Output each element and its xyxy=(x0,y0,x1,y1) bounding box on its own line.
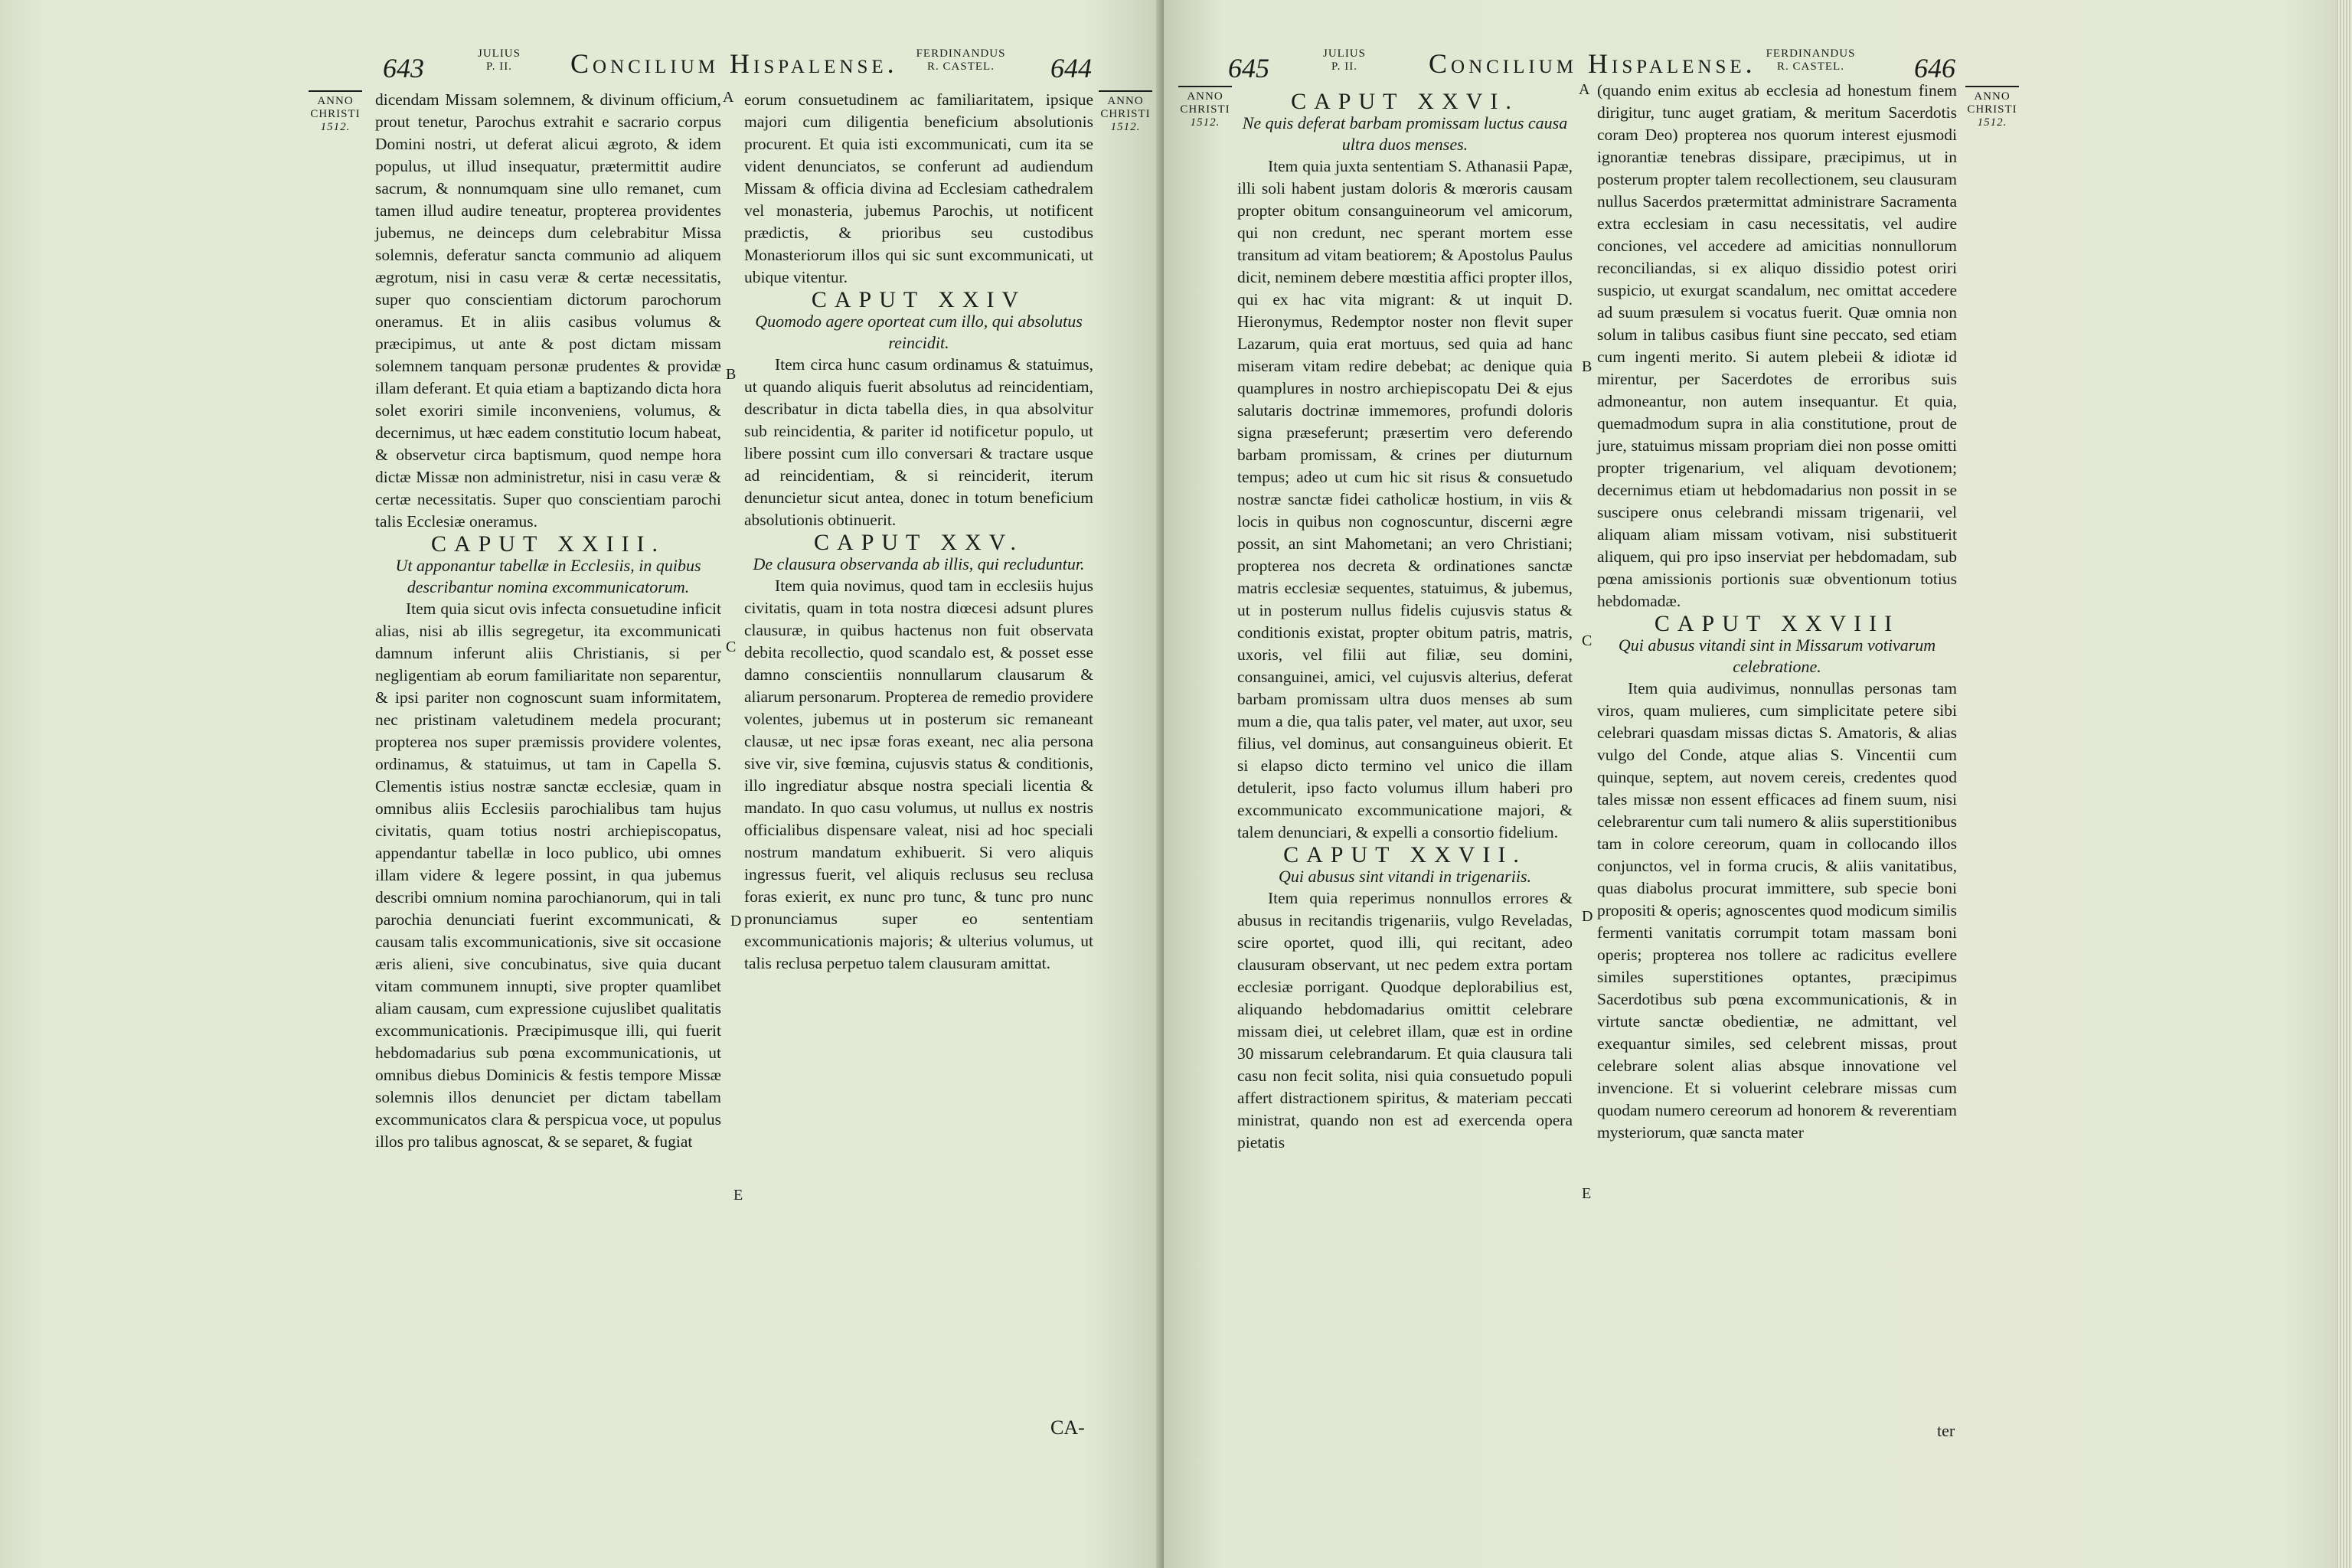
chapter-rubric: Qui abusus vitandi sint in Missarum votivarum celebratione. xyxy=(1618,635,1936,676)
text-column xyxy=(375,89,721,1153)
left-page xyxy=(0,0,1164,1568)
page-number-643: 643 xyxy=(383,53,424,83)
section-letter: A xyxy=(1579,81,1590,98)
section-letter: C xyxy=(1582,632,1592,649)
chapter-heading: CAPUT XXV. xyxy=(814,530,1024,555)
margin-note-year: ANNO CHRISTI 1512. xyxy=(1095,90,1156,134)
chapter-rubric: Ut apponantur tabellæ in Ecclesiis, in quibus describantur nomina excommunicatorum. xyxy=(395,556,701,596)
page-edge xyxy=(2337,0,2352,1568)
chapter-heading: CAPUT XXVI. xyxy=(1291,89,1519,114)
page-number-644: 644 xyxy=(1050,53,1092,83)
paragraph: Item quia reperimus nonnullos errores & abusus in recitandis trigenariis, vulgo Reveladas, scire oportet, quod illi, qui recitant, adeo clausuram observant, ut nec pedem extra portam ecclesiæ porrigant. Quodque deplorabilius est, aliquando hebdomadarius omittit celebrare missam diei, ut celebret illam, quæ est in ordine 30 missarum celebrandarum. Et quia clausura tali casu non fecit solita, nisi quia consuetudo populi affert distractionem spiritus, & materiam peccati ministrat, quando non est ad exercenda opera pietatis xyxy=(1237,889,1573,1152)
section-letter: D xyxy=(730,913,742,929)
paragraph: Item quia novimus, quod tam in ecclesiis hujus civitatis, quam in tota nostra diœcesi adsunt plures clausuræ, in quibus hactenus non fuit observata debita recollectio, quod scandalo est, & posset esse damno conscientiis nonnullarum clausarum & aliarum personarum. Propterea de remedio providere volentes, jubemus ut in posterum sic remaneant clausæ, ut nec ipsæ foras exeant, nec alia persona sive vir, sive fœmina, cujusvis status & conditionis, illo ingrediatur absque nostra speciali licentia & mandato. In quo casu volumus, ut nullus ex nostris officialibus dispensare valeat, nisi ad hoc speciali nostrum mandatum exhibuerit. Si vero aliquis ingressus fuerit, vel aliquis reclusus seu reclusa foras exierit, ex nunc pro tunc, & tunc pro nunc pronunciamus super eo sententiam excommunicationis majoris; & ulterius volumus, ut talis reclusa perpetuo talem clausuram amittat. xyxy=(744,577,1093,972)
catchword: CA- xyxy=(1050,1416,1085,1439)
section-letter: D xyxy=(1582,908,1593,925)
section-letter: E xyxy=(733,1187,743,1204)
header-title: Concilium Hispalense. xyxy=(1429,48,1756,79)
page-number-646: 646 xyxy=(1914,53,1955,83)
header-pope: JULIUS P. II. xyxy=(477,47,521,73)
paragraph: Item circa hunc casum ordinamus & statuimus, ut quando aliquis fuerit absolutus ad reincidentiam, describatur in dicta tabella dies, in qua absolvitur sub reincidentia, & pariter id notificetur populo, ut libere possint cum illo conversari & tractare usque ad reincidentiam, & si reinciderit, iterum denuncietur sicut antea, donec in totum beneficium absolutionis obtinuerit. xyxy=(744,355,1093,529)
margin-note-year: ANNO CHRISTI 1512. xyxy=(305,90,366,134)
section-letter: A xyxy=(723,89,734,106)
catchword: ter xyxy=(1937,1421,1955,1440)
paragraph: (quando enim exitus ab ecclesia ad honestum finem dirigitur, tunc auget gratiam, & meritum Sacerdotis coram Deo) propterea nos quorum interest ejusmodi ignorantiæ tenebras dissipare, præcipimus, ut in posterum propter talem recollectionem, seu clausuram nullus Sacerdos prætermittat administrare Sacramenta extra ecclesiam in casu necessitatis, vel audire conciones, vel accedere ad amicitias nonnullorum reconciliandas, si ex aliquo dissidio potest oriri suspicio, ut exurgat scandalum, nec omittat accedere ad suum præsulem si vocatus fuerit. Quæ omnia non solum in talibus casibus fiunt sine peccato, sed etiam cum ingenti merito. Si autem plebeii & idiotæ id mirentur, per Sacerdotes de erroribus suis admoneantur, non autem insequantur. Et quia, quemadmodum supra in alia constitutione, prout de jure, statuimus missam propriam diei non posse omitti propter trigenarium, vel aliquam devotionem; decernimus etiam ut hebdomadarius non possit in se suscipere onus celebrandi missam trigenarii, vel aliquam aliam missam votivam, nisi substituerit aliquem, qui pro ipso inserviat per hebdomadam, sub pœna amissionis portionis suæ obventionum totius hebdomadæ. xyxy=(1597,81,1957,610)
margin-note-year: ANNO CHRISTI 1512. xyxy=(1960,86,2024,129)
paragraph: Item quia sicut ovis infecta consuetudine inficit alias, nisi ab illis segregetur, ita excommunicati damnum inferunt aliis Christianis, si per negligentiam ab eorum familiaritate non separentur, & ipsi pariter non cognoscunt suam informitatem, nec pristinam valetudinem medela procurant; propterea nos super præmissis providere volentes, ordinamus, & statuimus, ut tam in Capella S. Clementis istius nostræ sanctæ ecclesiæ, quam in omnibus aliis Ecclesiis parochialibus tam hujus civitatis, quam totius nostri archiepiscopatus, appendantur tabellæ in loco publico, ubi omnes illam videre & legere possint, in qua jubemus describi omnium nomina parochianorum, qui in tali parochia denunciati fuerint excommunicati, & causam talis excommunicationis, sive sit occasione æris alieni, sive concubinatus, sive quia ducant vitam communem innupti, sive propter quamlibet aliam causam, cum expressione cujuslibet qualitatis excommunicationis. Præcipimusque illi, qui fuerit hebdomadarius sub pœna excommunicationis, ut omnibus diebus Dominicis & festis tempore Missæ solemnis illos denunciet per dictam tabellam excommunicatos clara & perspicua voce, ut populus illos pro talibus agnoscat, & se separet, & fugiat xyxy=(375,599,721,1151)
section-letter: B xyxy=(726,366,737,383)
chapter-rubric: Quomodo agere oporteat cum illo, qui absolutus reincidit. xyxy=(755,312,1083,352)
paragraph: eorum consuetudinem ac familiaritatem, ipsique majori cum diligentia beneficium absolutionis procurent. Et quia isti excommunicati, cum ita se vident denunciatos, se conferunt ad audiendum Missam & officia divina ad Ecclesiam cathedralem vel monasteria, jubemus Parochis, ut notificent prædictis, & prioribus seu custodibus Monasteriorum illos qui sic sunt excommunicati, ut ubique vitentur. xyxy=(744,90,1093,286)
section-letter: B xyxy=(1582,358,1592,375)
chapter-heading: CAPUT XXVIII xyxy=(1654,611,1900,636)
text-column xyxy=(1597,80,1957,1144)
paragraph: dicendam Missam solemnem, & divinum officium, prout tenetur, Parochus extrahit e sacrario corpus Domini nostri, ut deferat alicui ægroto, & idem populus, ut illud insequatur, prætermittit audire sacrum, & nonnumquam sine ullo remanet, cum tamen illud audire teneatur, propterea providentes jubemus, ne deinceps dum celebrabitur Missa solemnis, deferatur sancta communio ad aliquem ægrotum, nisi in casu veræ & certæ necessitatis, super quo conscientiam dictorum parochorum oneramus. Et in aliis casibus volumus & præcipimus, ut ante & post dictam missam solemnem tanquam personæ prudentes & providæ illam deferant. Et quia etiam a baptizando dicta hora solet exoriri simile inconveniens, volumus, & decernimus, ut hæc eadem constitutio locum habeat, & observetur circa baptismum, quod nempe hora dictæ Missæ non administretur, nisi in casu veræ & certæ necessitatis. Super quo conscientiam parochi talis Ecclesiæ oneramus. xyxy=(375,90,721,531)
chapter-heading: CAPUT XXIII. xyxy=(430,531,666,557)
margin-note-year: ANNO CHRISTI 1512. xyxy=(1174,86,1236,129)
section-letter: C xyxy=(726,639,737,655)
chapter-heading: CAPUT XXVII. xyxy=(1283,842,1527,867)
header-king: FERDINANDUS R. CASTEL. xyxy=(916,47,1006,73)
header-title: Concilium Hispalense. xyxy=(570,48,898,79)
paragraph: Item quia juxta sententiam S. Athanasii Papæ, illi soli habent justam doloris & mœroris causam propter obitum consanguineorum vel amicorum, qui non credunt, nec sperant mortem esse transitum ad vitam beatiorem; & Apostolus Paulus dicit, neminem debere mœstitia affici propter illos, qui ex hac vita migrant: & ut inquit D. Hieronymus, Redemptor noster non flevit super Lazarum, quia erat mortuus, sed quia ad hanc miseram vitam redire debebat; ac denique quia quamplures in nostro archiepiscopatu Dei & ejus salutaris doctrinæ immemores, profundi doloris signa præseferunt; præsertim vero deferendo barbam promissam, & crines per diuturnum tempus; adeo ut cum hic sit risus & consuetudo nostræ sanctæ fidei catholicæ hostium, in viis & locis in quibus non cognoscuntur, discerni ægre possit, an sint Mahometani; an vero Christiani; propterea nos decreta & ordinationes sanctæ matris ecclesiæ sequentes, statuimus, & jubemus, ut in posterum nullus fidelis cujusvis status & conditionis existat, propter obitum patris, matris, uxoris, vel filii aut filiæ, seu domini, consanguinei, amici, vel cujusvis alterius, deferat barbam promissam ultra duos menses ab sum mum a die, qua talis pater, vel mater, aut uxor, seu filius, vel dominus, aut consanguineus obierit. Et si elapso dicto termino vel unico die illam detulerit, ipso facto volumus illum haberi pro excommunicato excommunicatione majori, & talem denunciari, & expelli a consortio fidelium. xyxy=(1237,157,1573,841)
header-king: FERDINANDUS R. CASTEL. xyxy=(1766,47,1856,73)
chapter-rubric: De clausura observanda ab illis, qui recluduntur. xyxy=(753,554,1085,573)
paragraph: Item quia audivimus, nonnullas personas tam viros, quam mulieres, cum simplicitate petere sibi celebrari quasdam missas dictas S. Amatoris, & alias vulgo del Conde, atque alias S. Vincentii cum quinque, septem, aut novem cereis, credentes quod tales missæ non essent efficaces ad finem suum, nisi celebrarentur cum tali numero & aliis superstitionibus tam in colore cereorum, quam in collocando illos conjunctos, vel in forma crucis, & aliis vanitatibus, quas diabolus procurat immittere, sub specie boni propositi & operis; agnoscentes quod modicum similis fermenti vanitatis corrumpit totam massam boni operis; propterea nos tollere ac radicitus evellere similes superstitiones optantes, præcipimus Sacerdotibus sub pœna excommunicationis, & in virtute sanctæ obedientiæ, ne admittant, vel exequantur similes, sed celebrent missas, prout celebrare solent alias absque innovatione vel invencione. Et si voluerint celebrare missas cum quodam numero cereorum ad honorem & reverentiam mysteriorum, quæ sancta mater xyxy=(1597,679,1957,1142)
right-page xyxy=(1164,0,2352,1568)
text-column xyxy=(1237,84,1573,1154)
chapter-rubric: Qui abusus sint vitandi in trigenariis. xyxy=(1278,867,1532,886)
header-pope: JULIUS P. II. xyxy=(1322,47,1366,73)
text-column xyxy=(744,89,1093,975)
chapter-rubric: Ne quis deferat barbam promissam luctus causa ultra duos menses. xyxy=(1242,113,1568,154)
page-number-645: 645 xyxy=(1228,53,1269,83)
section-letter: E xyxy=(1582,1185,1592,1202)
chapter-heading: CAPUT XXIV xyxy=(811,287,1027,312)
